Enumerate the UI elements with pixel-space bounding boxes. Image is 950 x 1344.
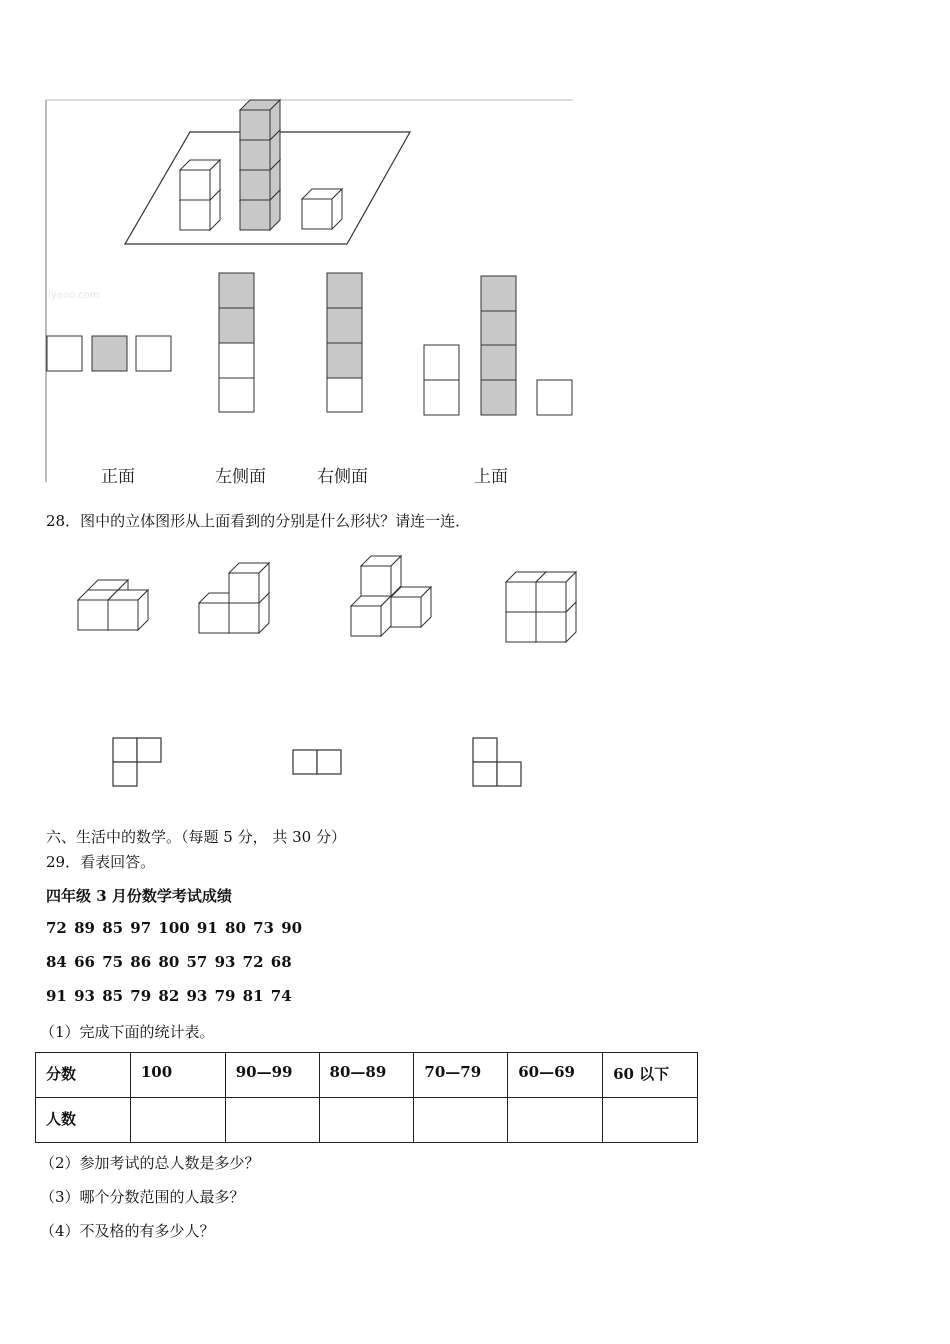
score-row-3: 91 93 85 79 82 93 79 81 74 bbox=[46, 987, 292, 1005]
q29-table-title: 四年级 3 月份数学考试成绩 bbox=[46, 887, 232, 905]
front-view bbox=[47, 336, 171, 371]
solid-2 bbox=[199, 563, 269, 633]
cell-count-90-99[interactable] bbox=[225, 1098, 319, 1143]
cell-count-70-79[interactable] bbox=[414, 1098, 508, 1143]
q29-sub4: （4）不及格的有多少人？ bbox=[40, 1222, 215, 1240]
cell-80-89: 80—89 bbox=[319, 1053, 414, 1098]
cell-100: 100 bbox=[130, 1053, 225, 1098]
q28-title: 28．图中的立体图形从上面看到的分别是什么形状？请连一连． bbox=[46, 512, 471, 530]
stat-table bbox=[35, 1052, 698, 1143]
cell-count-60-69[interactable] bbox=[508, 1098, 603, 1143]
cell-70-79: 70—79 bbox=[414, 1053, 508, 1098]
left-side-view bbox=[219, 273, 254, 412]
solid-3 bbox=[351, 556, 431, 636]
label-top: 上面 bbox=[474, 467, 508, 487]
top-shape-2 bbox=[293, 750, 341, 774]
section-6-heading: 六、生活中的数学。（每题 5 分， 共 30 分） bbox=[46, 828, 346, 846]
cell-count-header: 人数 bbox=[36, 1098, 131, 1143]
label-left-side: 左侧面 bbox=[215, 467, 266, 487]
top-shape-3 bbox=[473, 738, 521, 786]
cell-count-80-89[interactable] bbox=[319, 1098, 414, 1143]
score-row-2: 84 66 75 86 80 57 93 72 68 bbox=[46, 953, 292, 971]
cell-header: 分数 bbox=[36, 1053, 131, 1098]
single-white-cube bbox=[302, 189, 342, 229]
stack-2-white bbox=[180, 160, 220, 230]
solid-1 bbox=[78, 580, 148, 630]
views-figure bbox=[0, 0, 950, 500]
solid-4 bbox=[506, 572, 576, 642]
watermark: lyeoo.com bbox=[48, 290, 100, 301]
stack-4-gray bbox=[240, 100, 280, 230]
top-shape-1 bbox=[113, 738, 161, 786]
q29-title: 29．看表回答。 bbox=[46, 853, 156, 871]
cell-count-100[interactable] bbox=[130, 1098, 225, 1143]
stat-row-score bbox=[36, 1053, 698, 1098]
q29-sub2: （2）参加考试的总人数是多少？ bbox=[40, 1154, 260, 1172]
q29-sub1: （1）完成下面的统计表。 bbox=[40, 1023, 215, 1041]
top-view bbox=[424, 276, 572, 415]
q29-sub3: （3）哪个分数范围的人最多？ bbox=[40, 1188, 245, 1206]
stat-row-count bbox=[36, 1098, 698, 1143]
cell-60-69: 60—69 bbox=[508, 1053, 603, 1098]
cell-count-below-60[interactable] bbox=[603, 1098, 698, 1143]
label-front: 正面 bbox=[101, 467, 135, 487]
q28-figures bbox=[0, 540, 950, 800]
score-row-1: 72 89 85 97 100 91 80 73 90 bbox=[46, 919, 303, 937]
label-right-side: 右侧面 bbox=[317, 467, 368, 487]
right-side-view bbox=[327, 273, 362, 412]
cell-below-60: 60 以下 bbox=[603, 1053, 698, 1098]
cell-90-99: 90—99 bbox=[225, 1053, 319, 1098]
